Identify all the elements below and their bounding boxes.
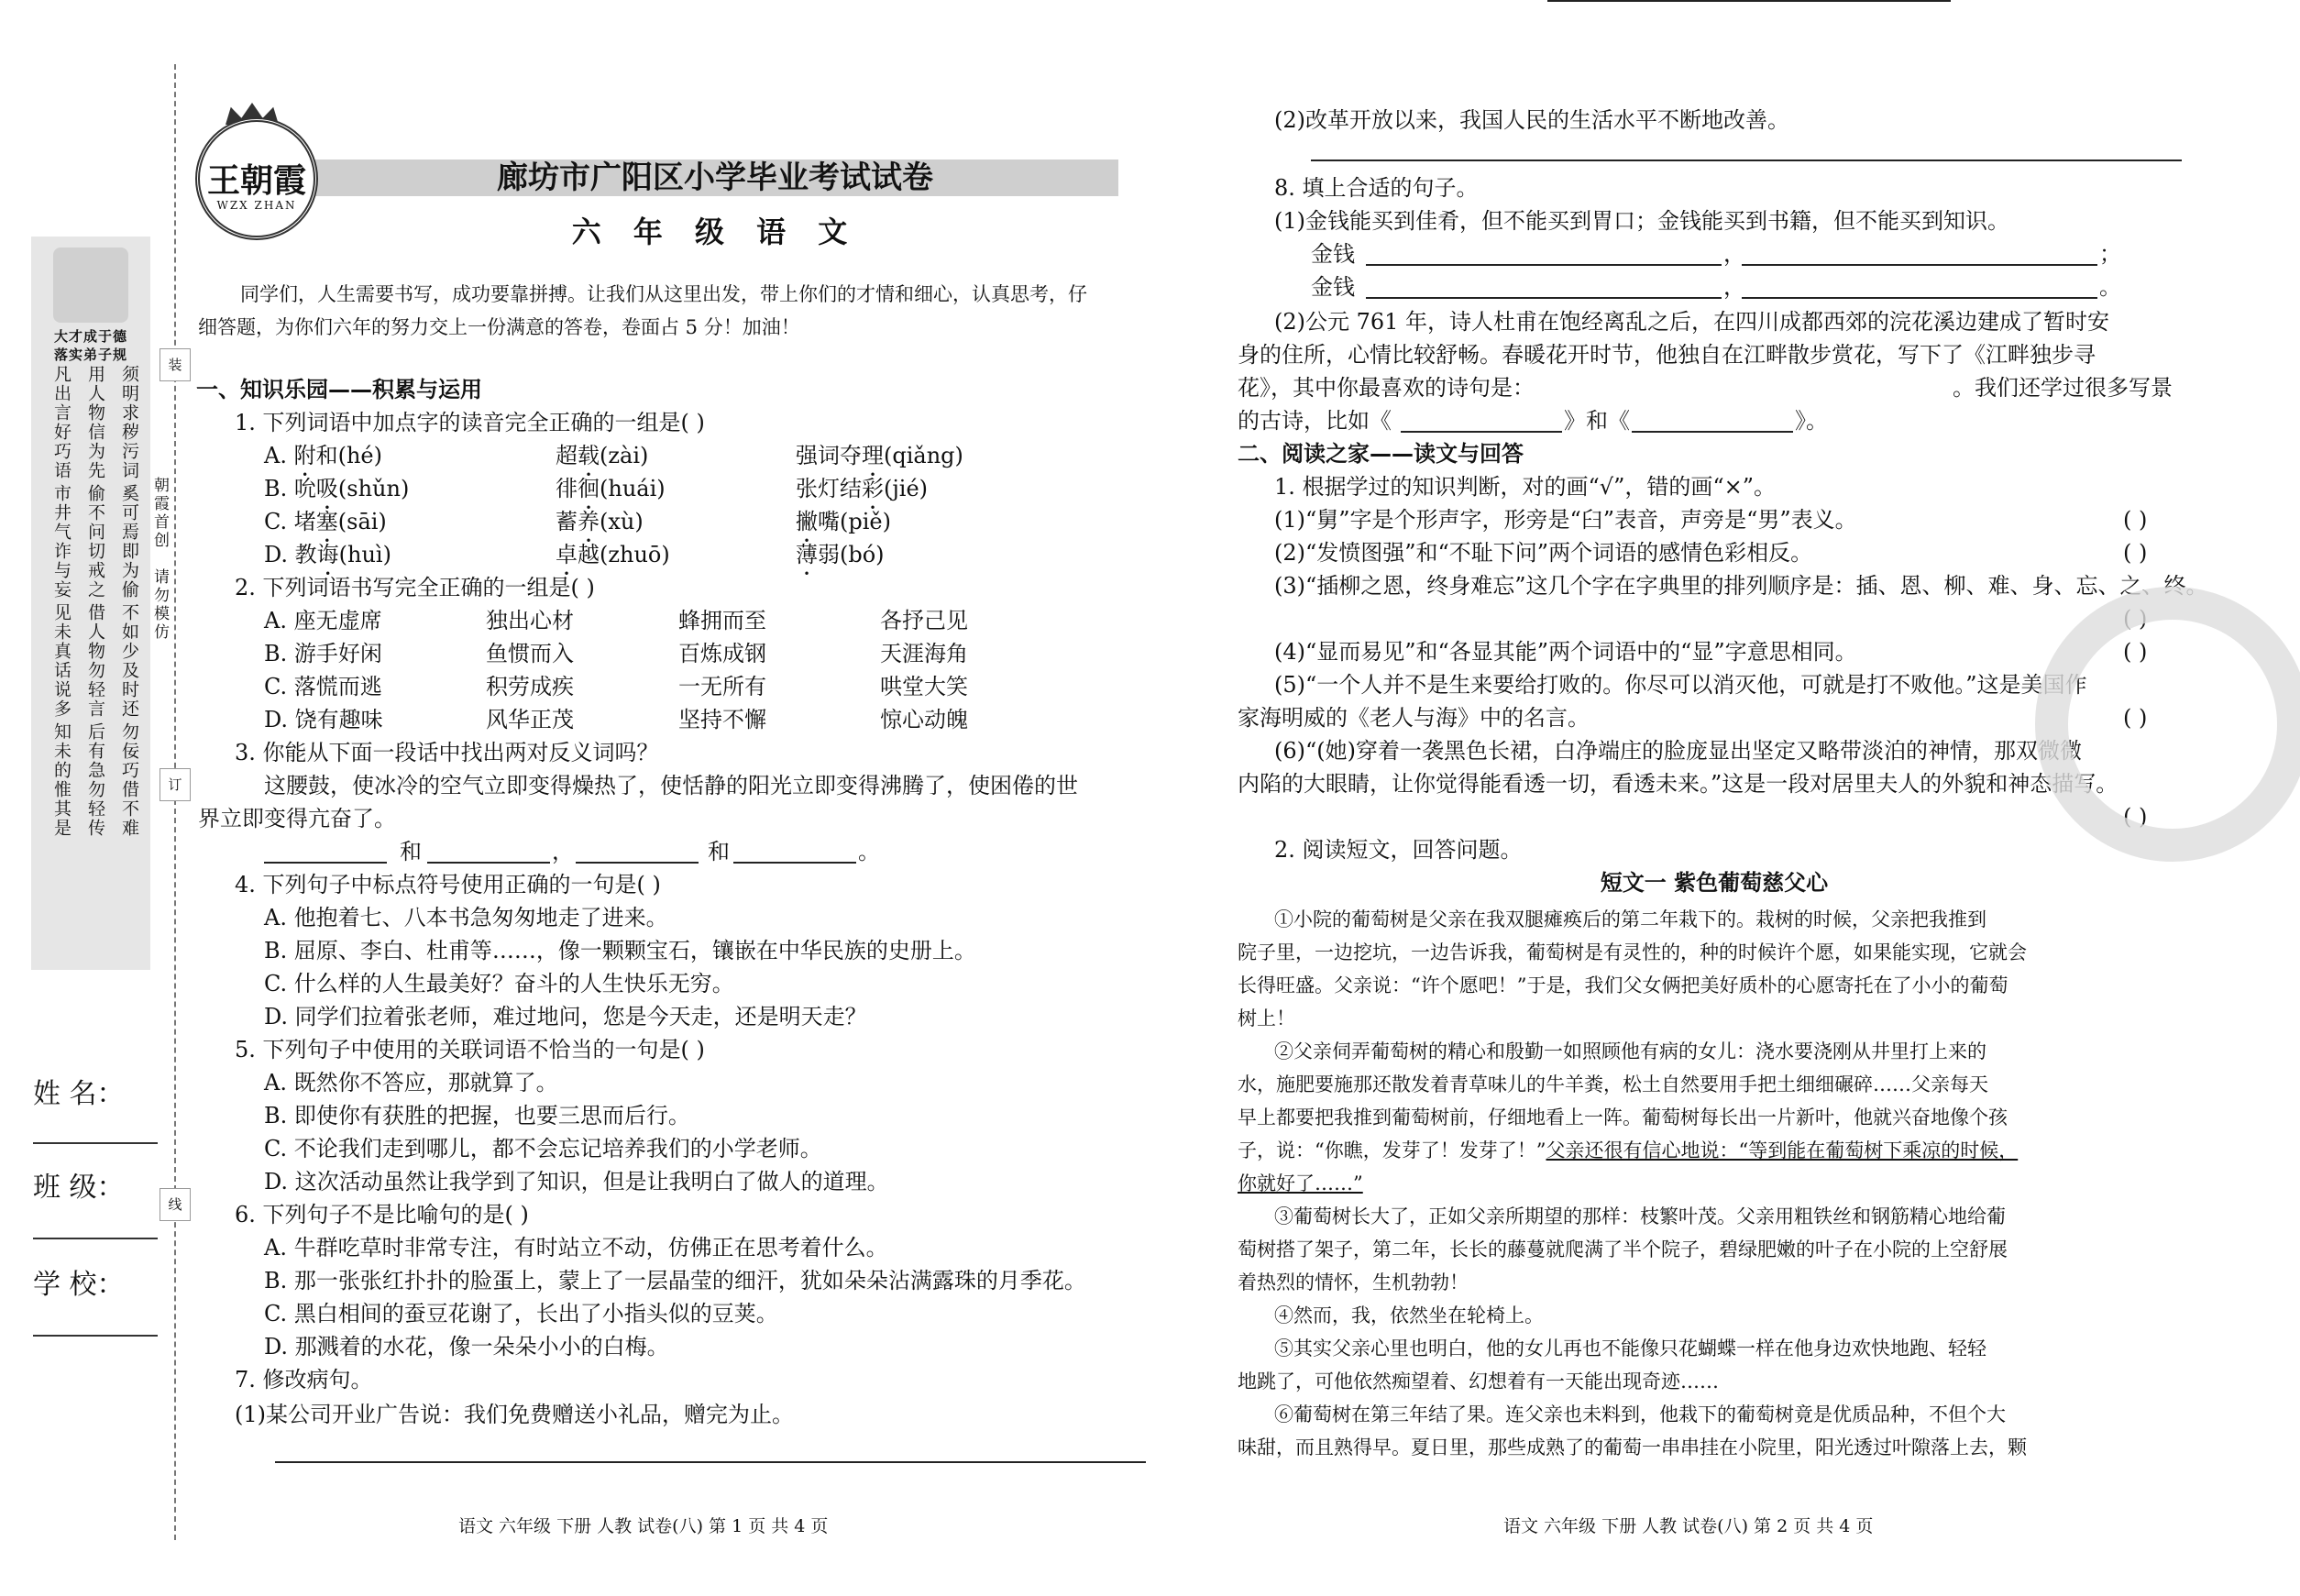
underlined-sentence: 父亲还很有信心地说：“等到能在葡萄树下乘凉的时候，: [1546, 1139, 2019, 1161]
q5-stem: 5. 下列句子中使用的关联词语不恰当的一句是( ): [235, 1037, 705, 1062]
q8-blank-3[interactable]: [1366, 297, 1722, 299]
motto-column: 奚可焉即为偷: [119, 484, 139, 600]
q8-item-2-l1: (2)公元 761 年，诗人杜甫在饱经离乱之后，在四川成都西郊的浣花溪边建成了暂时安: [1274, 309, 2110, 335]
q5-option-d: D. 这次活动虽然让我学到了知识，但是让我明白了做人的道理。: [264, 1169, 889, 1194]
q1-option-c-1: C. 堵塞(sāi): [264, 509, 387, 534]
p2-l3: 早上都要把我推到葡萄树前，仔细地看上一阵。葡萄树每长出一片新叶，他就兴奋地像个孩: [1238, 1106, 2008, 1128]
q8-item-2-l4b: 》和《: [1564, 408, 1630, 434]
q2-cell: 一无所有: [678, 674, 766, 699]
p5-l2: 地跳了，可他依然痴望着、幻想着有一天能出现奇迹……: [1238, 1370, 1719, 1392]
q1-option-c-3: 撇嘴(piě): [796, 509, 891, 534]
page-subtitle: 六 年 级 语 文: [571, 215, 859, 249]
q2-cell: 百炼成钢: [678, 641, 766, 666]
name-line[interactable]: [33, 1142, 158, 1144]
q3-end: 。: [858, 839, 880, 864]
q8-period: 。: [2099, 274, 2121, 300]
q8-comma-2: ，: [1723, 274, 1745, 300]
judge-paren-1[interactable]: ( ): [2123, 507, 2148, 533]
q2-cell: 蜂拥而至: [678, 608, 766, 633]
p1-l4: 树上！: [1238, 1007, 1295, 1029]
q1-option-b-2: 徘徊(huái): [556, 476, 666, 501]
q6-stem: 6. 下列句子不是比喻句的是( ): [235, 1202, 529, 1227]
q2-cell: 风华正茂: [486, 707, 574, 732]
watermark-seal-icon: [2035, 587, 2300, 862]
motto-column: 借人物勿轻言: [85, 603, 105, 719]
q2-cell: 各抒己见: [880, 608, 968, 633]
class-line[interactable]: [33, 1238, 158, 1239]
motto-column: 偷不问切戒之: [85, 484, 105, 600]
judge-item-6a: (6)“(她)穿着一袭黑色长裙，白净端庄的脸庞显出坚定又略带淡泊的神情，那双微微: [1274, 738, 2082, 764]
judge-paren-4[interactable]: ( ): [2123, 639, 2148, 665]
intro-line-2: 细答题，为你们六年的努力交上一份满意的答卷，卷面占 5 分！加油！: [198, 316, 800, 338]
school-line[interactable]: [33, 1335, 158, 1337]
judge-item-6b: 内陷的大眼睛，让你觉得能看透一切，看透未来。”这是一段对居里夫人的外貌和神态描写。: [1238, 771, 2118, 797]
motto-group: [50, 484, 141, 600]
q7-item-1: (1)某公司开业广告说：我们免费赠送小礼品，赠完为止。: [235, 1402, 794, 1427]
q2-cell: 惊心动魄: [880, 707, 968, 732]
q2-stem: 2. 下列词语书写完全正确的一组是( ): [235, 575, 595, 600]
q8-blank-4[interactable]: [1742, 297, 2097, 299]
s2-q2-stem: 2. 阅读短文，回答问题。: [1274, 837, 1523, 863]
q8-item-1: (1)金钱能买到佳肴，但不能买到胃口；金钱能买到书籍，但不能买到知识。: [1274, 208, 2009, 234]
motto-strip: [31, 237, 150, 970]
class-label: 班 级：: [33, 1172, 125, 1204]
section2-title: 二、阅读之家——读文与回答: [1238, 441, 1524, 467]
q1-option-a-1: A. 附和(hé): [264, 443, 382, 468]
q1-option-d-2: 卓越(zhuō): [556, 542, 670, 567]
p4-l1: ④然而，我，依然坐在轮椅上。: [1274, 1304, 1544, 1326]
note-1: 朝霞首创: [150, 477, 169, 550]
q3-stem: 3. 你能从下面一段话中找出两对反义词吗？: [235, 740, 659, 765]
q1-stem: 1. 下列词语中加点字的读音完全正确的一组是( ): [235, 410, 705, 435]
q8-item-2-l4c: 》。: [1795, 408, 1828, 434]
p3-l2: 萄树搭了架子，第二年，长长的藤蔓就爬满了半个院子，碧绿肥嫩的叶子在小院的上空舒展: [1238, 1238, 2008, 1260]
p2-l4: 子，说：“你瞧，发芽了！发芽了！”父亲还很有信心地说：“等到能在葡萄树下乘凉的时候，: [1238, 1139, 2019, 1161]
q2-cell: 坚持不懈: [678, 707, 766, 732]
motto-column: 凡出言好巧语: [51, 365, 72, 480]
name-label: 姓 名：: [33, 1078, 125, 1110]
cut-mark-1: 装: [160, 348, 191, 381]
q1-option-c-2: 蓄养(xù): [556, 509, 644, 534]
p3-l1: ③葡萄树长大了，正如父亲所期望的那样：枝繁叶茂。父亲用粗铁丝和钢筋精心地给葡: [1274, 1205, 2006, 1227]
intro-line-1: 同学们，人生需要书写，成功要靠拼搏。让我们从这里出发，带上你们的才情和细心，认真思考，仔: [240, 283, 1087, 305]
q5-option-b: B. 即使你有获胜的把握，也要三思而后行。: [264, 1103, 690, 1128]
binding-line: [174, 64, 176, 1540]
p2-l1: ②父亲伺弄葡萄树的精心和殷勤一如照顾他有病的女儿：浇水要浇刚从井里打上来的: [1274, 1040, 1986, 1062]
cut-mark-3: 线: [160, 1188, 191, 1221]
q4-option-b: B. 屈原、李白、杜甫等……，像一颗颗宝石，镶嵌在中华民族的史册上。: [264, 938, 976, 963]
q3-blank-2[interactable]: [427, 862, 550, 864]
judge-item-4: (4)“显而易见”和“各显其能”两个词语中的“显”字意思相同。: [1274, 639, 1857, 665]
q3-and-1: 和: [400, 839, 422, 864]
q3-text-1: 这腰鼓，使冰冷的空气立即变得燥热了，使恬静的阳光立即变得沸腾了，使困倦的世: [264, 773, 1078, 798]
judge-paren-5[interactable]: ( ): [2123, 705, 2148, 731]
footer-right: 语文 六年级 下册 人教 试卷(八) 第 2 页 共 4 页: [1503, 1516, 1874, 1536]
motto-group: [50, 722, 141, 838]
motto-column: 见未真话说多: [51, 603, 72, 719]
q8-poem-blank[interactable]: [1547, 0, 1951, 2]
q8-item-2-l4a: 的古诗，比如《: [1238, 408, 1392, 434]
q1-option-b-1: B. 吮吸(shǔn): [264, 476, 410, 501]
p1-l3: 长得旺盛。父亲说：“许个愿吧！”于是，我们父女俩把美好质朴的心愿寄托在了小小的葡萄: [1238, 974, 2008, 996]
p2-l2: 水，施肥要施那还散发着青草味儿的牛羊粪，松土自然要用手把土细细碾碎……父亲每天: [1238, 1073, 1988, 1095]
q3-text-2: 界立即变得亢奋了。: [198, 806, 396, 831]
judge-paren-6[interactable]: ( ): [2123, 804, 2148, 830]
q8-blank-1[interactable]: [1366, 264, 1722, 266]
q1-option-a-3: 强词夺理(qiǎng): [796, 443, 963, 468]
motto-column: 知未的惟其是: [51, 722, 72, 838]
motto-column: 后有急勿轻传: [85, 722, 105, 838]
q8-item-2-l2: 身的住所，心情比较舒畅。春暖花开时节，他独自在江畔散步赏花，写下了《江畔独步寻: [1238, 342, 2096, 368]
q7-stem: 7. 修改病句。: [235, 1367, 373, 1392]
page-title: 廊坊市广阳区小学毕业考试试卷: [497, 160, 933, 196]
q2-cell: 积劳成疾: [486, 674, 574, 699]
q5-option-c: C. 不论我们走到哪儿，都不会忘记培养我们的小学老师。: [264, 1136, 822, 1161]
passage-title: 短文一 紫色葡萄慈父心: [1600, 870, 1829, 896]
q3-blank-4[interactable]: [733, 862, 856, 864]
judge-item-5a: (5)“一个人并不是生来要给打败的。你尽可以消灭他，可就是打不败他。”这是美国作: [1274, 672, 2087, 698]
q8-money-1: 金钱: [1311, 241, 1355, 267]
q7-item-2: (2)改革开放以来，我国人民的生活水平不断地改善。: [1274, 107, 1789, 133]
p1-l2: 院子里，一边挖坑，一边告诉我，葡萄树是有灵性的，种的时候许个愿，如果能实现，它就会: [1238, 941, 2027, 963]
q3-and-2: 和: [708, 839, 730, 864]
q5-option-a: A. 既然你不答应，那就算了。: [264, 1070, 558, 1095]
p1-l1: ①小院的葡萄树是父亲在我双腿瘫痪后的第二年栽下的。栽树的时候，父亲把我推到: [1274, 908, 1986, 930]
p3-l3: 着热烈的情怀，生机勃勃！: [1238, 1271, 1469, 1293]
q4-stem: 4. 下列句子中标点符号使用正确的一句是( ): [235, 872, 661, 897]
motto-group: [50, 603, 141, 719]
q8-poem-title-2[interactable]: [1632, 431, 1793, 433]
q3-blank-1[interactable]: [264, 862, 387, 864]
q6-option-a: A. 牛群吃草时非常专注，有时站立不动，仿佛正在思考着什么。: [264, 1235, 888, 1260]
q8-item-2-l3a: 花》，其中你最喜欢的诗句是：: [1238, 375, 1535, 401]
judge-paren-2[interactable]: ( ): [2123, 540, 2148, 566]
q2-cell: A. 座无虚席: [264, 608, 382, 633]
q7-answer-2[interactable]: [1311, 160, 2182, 161]
q4-option-a: A. 他抱着七、八本书急匆匆地走了进来。: [264, 905, 668, 930]
q1-option-a-2: 超载(zài): [556, 443, 649, 468]
p6-l1: ⑥葡萄树在第三年结了果。连父亲也未料到，他栽下的葡萄树竟是优质品种，不但个大: [1274, 1403, 2006, 1425]
q6-option-b: B. 那一张张红扑扑的脸蛋上，蒙上了一层晶莹的细汗，犹如朵朵沾满露珠的月季花。: [264, 1268, 1086, 1293]
motto-line-2: 落实弟子规: [53, 347, 127, 363]
judge-paren-3[interactable]: ( ): [2123, 606, 2148, 632]
q4-option-d: D. 同学们拉着张老师，难过地问，您是今天走，还是明天走？: [264, 1004, 867, 1029]
q8-item-2-l3b: 。我们还学过很多写景: [1953, 375, 2173, 401]
p2-l5: 你就好了……”: [1238, 1172, 1363, 1194]
q2-cell: C. 落慌而逃: [264, 674, 382, 699]
q4-option-c: C. 什么样的人生最美好？奋斗的人生快乐无穷。: [264, 971, 734, 996]
motto-column: 不如少及时还: [119, 603, 139, 719]
q8-blank-2[interactable]: [1742, 264, 2097, 266]
brand-logo: [195, 117, 318, 240]
q3-blank-3[interactable]: [576, 862, 699, 864]
motto-column: 须明求秽污词: [119, 365, 139, 480]
motto-column: 用人物信为先: [85, 365, 105, 480]
motto-line-1: 大才成于德: [53, 328, 127, 345]
q1-option-b-3: 张灯结彩(jié): [796, 476, 929, 501]
q1-option-d-3: 薄弱(bó): [796, 542, 885, 567]
judge-item-2: (2)“发愤图强”和“不耻下问”两个词语的感情色彩相反。: [1274, 540, 1813, 566]
q6-option-d: D. 那溅着的水花，像一朵朵小小的白梅。: [264, 1334, 669, 1359]
judge-item-3: (3)“插柳之恩，终身难忘”这几个字在字典里的排列顺序是：插、恩、柳、难、身、忘、之、终。: [1274, 573, 2208, 599]
q8-comma-1: ，: [1723, 241, 1745, 267]
section1-title: 一、知识乐园——积累与运用: [196, 377, 482, 402]
logo-subtext: WZX ZHAN: [216, 199, 297, 212]
q2-cell: 鱼惯而入: [486, 641, 574, 666]
q8-poem-title-1[interactable]: [1401, 431, 1562, 433]
s2-q1-stem: 1. 根据学过的知识判断，对的画“√”，错的画“×”。: [1274, 474, 1777, 500]
p6-l2: 味甜，而且熟得早。夏日里，那些成熟了的葡萄一串串挂在小院里，阳光透过叶隙落上去，颗: [1238, 1436, 2027, 1458]
q8-semi: ；: [2099, 241, 2121, 267]
q3-sep: ，: [552, 839, 574, 864]
school-label: 学 校：: [33, 1269, 125, 1301]
cut-mark-2: 订: [160, 768, 191, 801]
q2-cell: D. 饶有趣味: [264, 707, 383, 732]
judge-item-1: (1)“舅”字是个形声字，形旁是“臼”表音，声旁是“男”表义。: [1274, 507, 1857, 533]
q8-stem: 8. 填上合适的句子。: [1274, 175, 1479, 201]
motto-column: 市井气诈与妄: [51, 484, 72, 600]
q2-cell: 哄堂大笑: [880, 674, 968, 699]
q6-option-c: C. 黑白相间的蚕豆花谢了，长出了小指头似的豆荚。: [264, 1301, 778, 1326]
scholar-portrait-icon: [53, 248, 128, 323]
q2-cell: B. 游手好闲: [264, 641, 382, 666]
q8-money-2: 金钱: [1311, 274, 1355, 300]
logo-text: 王朝霞: [206, 161, 306, 200]
q2-cell: 天涯海角: [880, 641, 968, 666]
motto-group: [50, 365, 141, 480]
footer-left: 语文 六年级 下册 人教 试卷(八) 第 1 页 共 4 页: [458, 1516, 829, 1536]
p5-l1: ⑤其实父亲心里也明白，他的女儿再也不能像只花蝴蝶一样在他身边欢快地跑、轻轻: [1274, 1337, 1986, 1359]
motto-column: 勿佞巧借不难: [119, 722, 139, 838]
q2-cell: 独出心材: [486, 608, 574, 633]
note-2: 请勿模仿: [150, 568, 169, 642]
q7-answer-1[interactable]: [275, 1461, 1146, 1463]
q1-option-d-1: D. 教诲(huì): [264, 542, 391, 567]
judge-item-5b: 家海明威的《老人与海》中的名言。: [1238, 705, 1590, 731]
